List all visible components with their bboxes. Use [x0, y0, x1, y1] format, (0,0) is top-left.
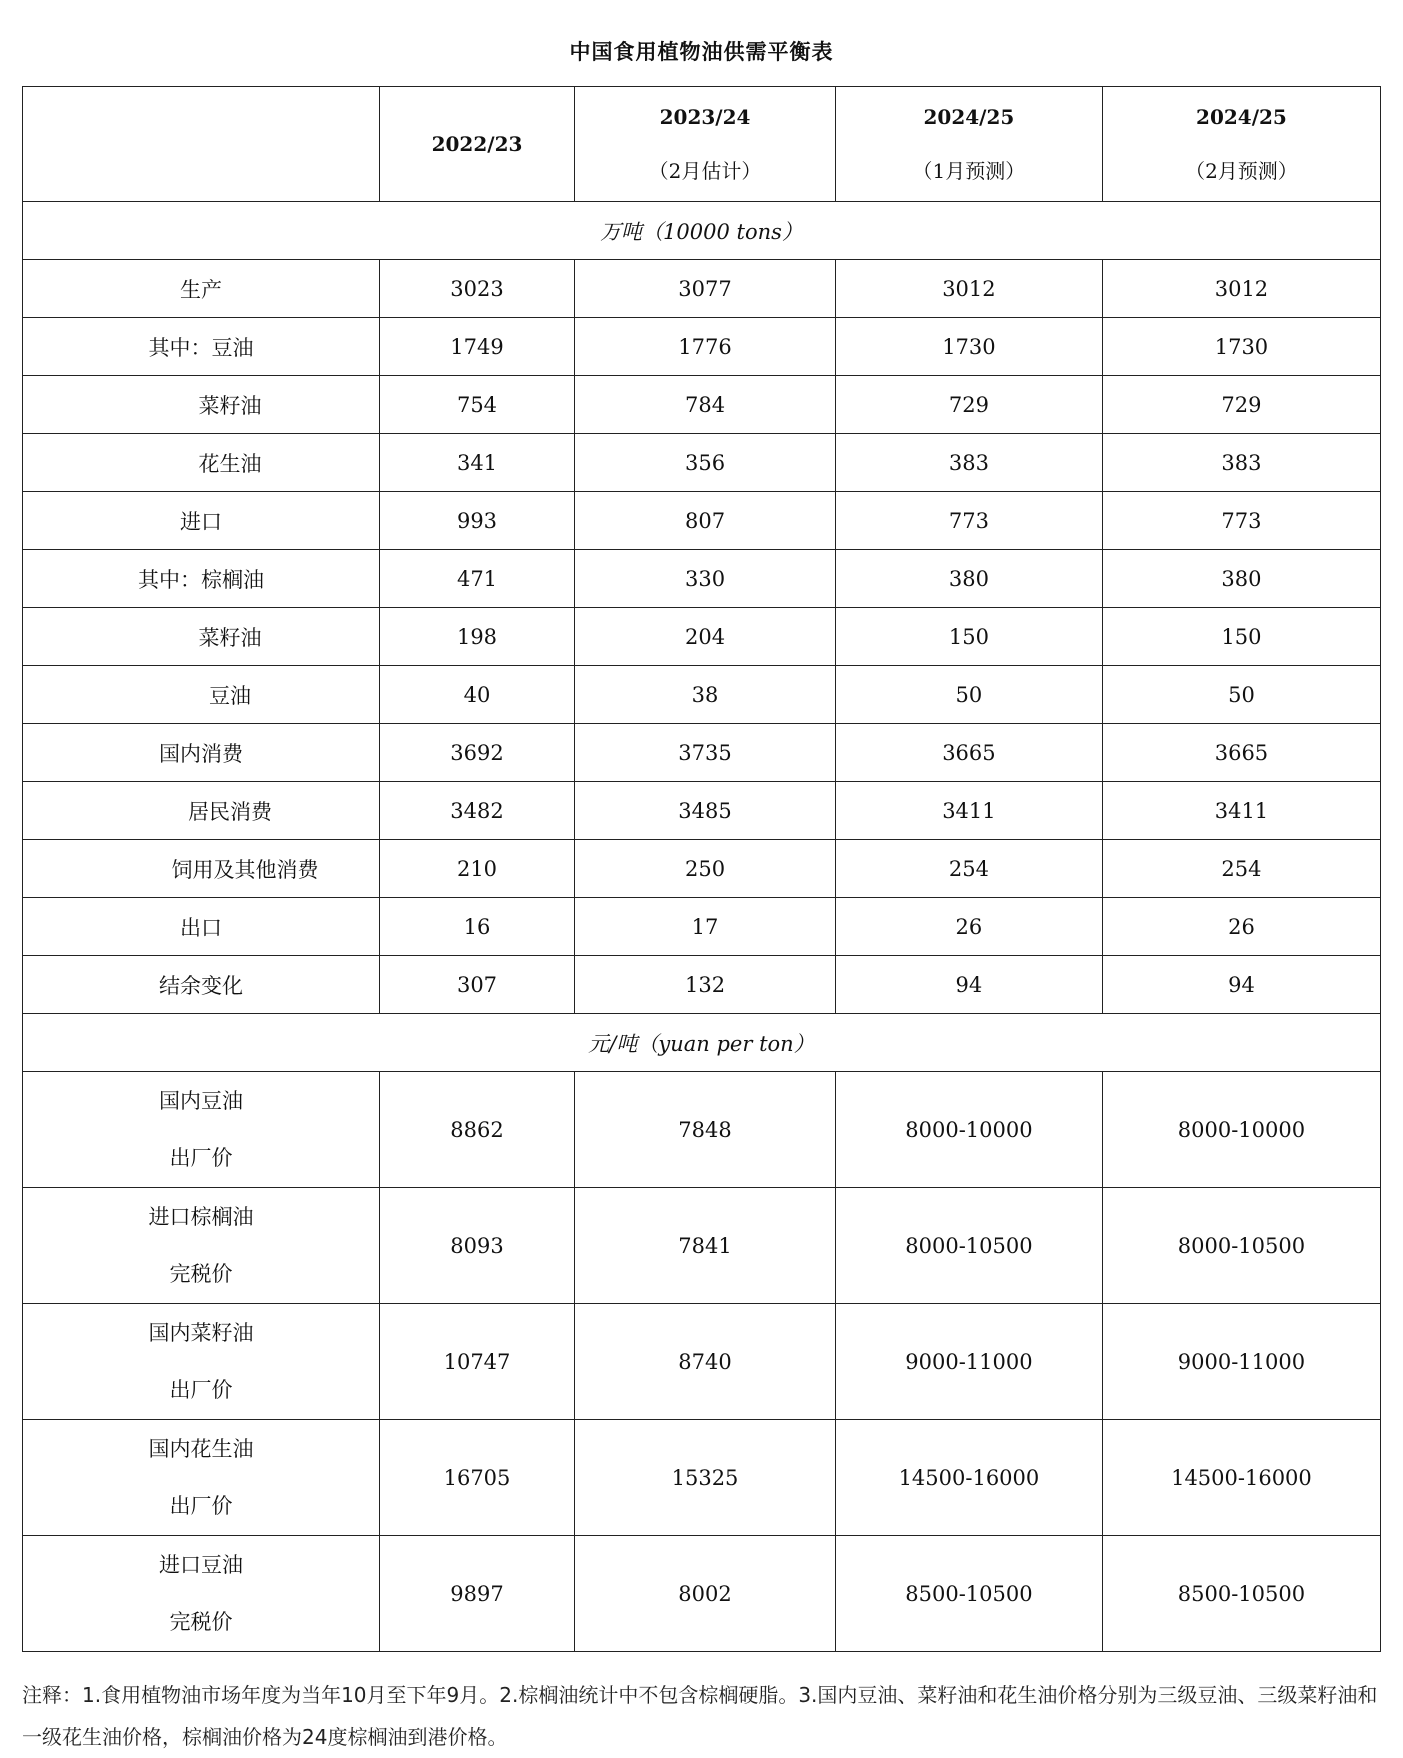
table-cell: 380 — [1102, 550, 1380, 608]
table-cell: 993 — [379, 492, 574, 550]
price-label-line2: 完税价 — [169, 1261, 233, 1286]
table-cell: 94 — [1102, 956, 1380, 1014]
price-label-line2: 出厂价 — [169, 1145, 233, 1170]
header-year: 2022/23 — [431, 132, 523, 156]
table-cell: 773 — [1102, 492, 1380, 550]
row-label: 豆油 — [23, 666, 380, 724]
table-cell: 3012 — [835, 260, 1102, 318]
row-label: 国内消费 — [23, 724, 380, 782]
table-cell: 471 — [379, 550, 574, 608]
unit-row-price — [23, 1014, 1381, 1072]
table-cell: 14500-16000 — [1102, 1420, 1380, 1536]
table-cell: 807 — [575, 492, 836, 550]
table-cell: 8000-10000 — [835, 1072, 1102, 1188]
header-col-2024-25-feb — [1102, 87, 1380, 202]
table-row — [23, 782, 1381, 840]
table-cell: 10747 — [379, 1304, 574, 1420]
price-label — [23, 1072, 380, 1188]
price-row — [23, 1072, 1381, 1188]
unit-row-tons — [23, 202, 1381, 260]
table-cell: 7848 — [575, 1072, 836, 1188]
table-cell: 1776 — [575, 318, 836, 376]
table-cell: 729 — [835, 376, 1102, 434]
table-cell: 3023 — [379, 260, 574, 318]
header-sub: （2月估计） — [648, 158, 762, 183]
table-cell: 17 — [575, 898, 836, 956]
table-cell: 94 — [835, 956, 1102, 1014]
table-cell: 729 — [1102, 376, 1380, 434]
table-cell: 1730 — [835, 318, 1102, 376]
table-cell: 8000-10500 — [835, 1188, 1102, 1304]
price-row — [23, 1536, 1381, 1652]
row-label: 菜籽油 — [23, 376, 380, 434]
page-title: 中国食用植物油供需平衡表 — [569, 40, 834, 64]
table-cell: 198 — [379, 608, 574, 666]
table-cell: 210 — [379, 840, 574, 898]
table-row — [23, 260, 1381, 318]
table-row — [23, 724, 1381, 782]
row-label: 其中：豆油 — [23, 318, 380, 376]
table-cell: 383 — [1102, 434, 1380, 492]
price-label — [23, 1536, 380, 1652]
price-row — [23, 1188, 1381, 1304]
table-cell: 3735 — [575, 724, 836, 782]
unit-label: 万吨（10000 tons） — [23, 202, 1381, 260]
row-label: 结余变化 — [23, 956, 380, 1014]
header-sub: （1月预测） — [912, 158, 1026, 183]
table-row — [23, 840, 1381, 898]
unit-label: 元/吨（yuan per ton） — [23, 1014, 1381, 1072]
table-row — [23, 318, 1381, 376]
price-label-line1: 国内豆油 — [158, 1088, 243, 1113]
table-cell: 773 — [835, 492, 1102, 550]
table-cell: 8093 — [379, 1188, 574, 1304]
table-cell: 26 — [1102, 898, 1380, 956]
table-cell: 3692 — [379, 724, 574, 782]
table-cell: 8740 — [575, 1304, 836, 1420]
table-cell: 383 — [835, 434, 1102, 492]
table-cell: 1749 — [379, 318, 574, 376]
table-cell: 784 — [575, 376, 836, 434]
header-col-2023-24 — [575, 87, 836, 202]
table-row — [23, 376, 1381, 434]
header-year: 2023/24 — [659, 104, 751, 129]
header-col-2022-23 — [379, 87, 574, 202]
table-cell: 16 — [379, 898, 574, 956]
table-cell: 7841 — [575, 1188, 836, 1304]
table-cell: 254 — [1102, 840, 1380, 898]
header-col-2024-25-jan — [835, 87, 1102, 202]
price-label-line1: 国内花生油 — [148, 1436, 254, 1461]
price-label-line2: 出厂价 — [169, 1493, 233, 1518]
supply-demand-table — [22, 86, 1381, 1652]
price-row — [23, 1420, 1381, 1536]
table-cell: 150 — [835, 608, 1102, 666]
table-cell: 8500-10500 — [835, 1536, 1102, 1652]
table-cell: 754 — [379, 376, 574, 434]
table-cell: 15325 — [575, 1420, 836, 1536]
header-year: 2024/25 — [923, 104, 1015, 129]
table-cell: 204 — [575, 608, 836, 666]
table-cell: 8000-10000 — [1102, 1072, 1380, 1188]
table-cell: 330 — [575, 550, 836, 608]
table-cell: 1730 — [1102, 318, 1380, 376]
price-label — [23, 1188, 380, 1304]
table-cell: 3485 — [575, 782, 836, 840]
table-cell: 3411 — [1102, 782, 1380, 840]
table-cell: 9000-11000 — [835, 1304, 1102, 1420]
table-row — [23, 608, 1381, 666]
row-label: 生产 — [23, 260, 380, 318]
table-cell: 26 — [835, 898, 1102, 956]
header-year: 2024/25 — [1196, 104, 1287, 129]
row-label: 其中：棕榈油 — [23, 550, 380, 608]
table-cell: 40 — [379, 666, 574, 724]
price-label-line2: 出厂价 — [169, 1377, 233, 1402]
table-cell: 50 — [1102, 666, 1380, 724]
table-cell: 132 — [575, 956, 836, 1014]
table-row — [23, 898, 1381, 956]
table-cell: 3411 — [835, 782, 1102, 840]
table-cell: 38 — [575, 666, 836, 724]
table-row — [23, 550, 1381, 608]
table-cell: 250 — [575, 840, 836, 898]
table-cell: 3077 — [575, 260, 836, 318]
table-cell: 8500-10500 — [1102, 1536, 1380, 1652]
table-cell: 341 — [379, 434, 574, 492]
table-cell: 50 — [835, 666, 1102, 724]
table-cell: 14500-16000 — [835, 1420, 1102, 1536]
table-cell: 9897 — [379, 1536, 574, 1652]
table-cell: 356 — [575, 434, 836, 492]
row-label: 出口 — [23, 898, 380, 956]
header-sub: （2月预测） — [1185, 158, 1298, 183]
table-cell: 16705 — [379, 1420, 574, 1536]
price-label-line1: 国内菜籽油 — [148, 1320, 254, 1345]
row-label: 菜籽油 — [23, 608, 380, 666]
row-label: 进口 — [23, 492, 380, 550]
table-cell: 254 — [835, 840, 1102, 898]
table-cell: 3665 — [835, 724, 1102, 782]
price-label — [23, 1304, 380, 1420]
footnote: 注释：1.食用植物油市场年度为当年10月至下年9月。2.棕榈油统计中不包含棕榈硬脂。3.国内豆油、菜籽油和花生油价格分别为三级豆油、三级菜籽油和一级花生油价格，棕榈油价格为24度棕榈油到港价格。 — [22, 1683, 1378, 1749]
price-label-line2: 完税价 — [169, 1609, 233, 1634]
row-label: 居民消费 — [23, 782, 380, 840]
table-cell: 3482 — [379, 782, 574, 840]
price-label-line1: 进口豆油 — [158, 1552, 243, 1577]
price-row — [23, 1304, 1381, 1420]
table-cell: 307 — [379, 956, 574, 1014]
header-corner — [23, 87, 380, 202]
row-label: 饲用及其他消费 — [23, 840, 380, 898]
table-cell: 3012 — [1102, 260, 1380, 318]
table-row — [23, 434, 1381, 492]
table-row — [23, 492, 1381, 550]
table-cell: 8002 — [575, 1536, 836, 1652]
header-row — [23, 87, 1381, 202]
table-cell: 8000-10500 — [1102, 1188, 1380, 1304]
table-row — [23, 666, 1381, 724]
row-label: 花生油 — [23, 434, 380, 492]
price-label — [23, 1420, 380, 1536]
price-label-line1: 进口棕榈油 — [148, 1204, 254, 1229]
table-cell: 8862 — [379, 1072, 574, 1188]
table-cell: 3665 — [1102, 724, 1380, 782]
table-row — [23, 956, 1381, 1014]
table-cell: 150 — [1102, 608, 1380, 666]
table-cell: 380 — [835, 550, 1102, 608]
table-cell: 9000-11000 — [1102, 1304, 1380, 1420]
